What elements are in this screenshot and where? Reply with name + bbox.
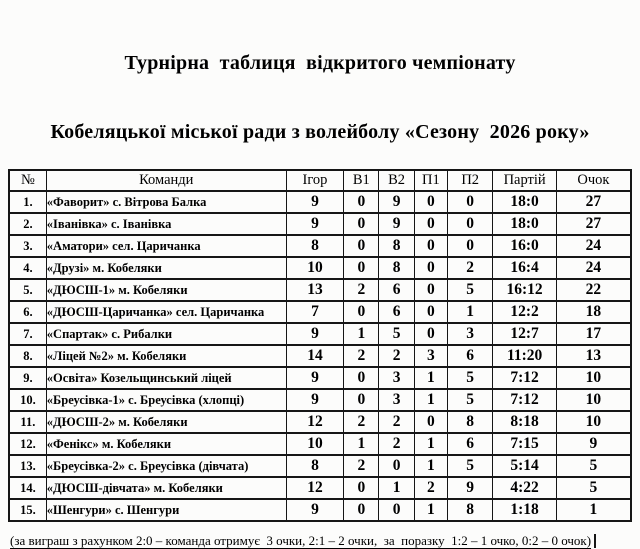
table-row: [9, 367, 631, 389]
w2-cell: 1: [379, 477, 414, 499]
title-line-1: Турнірна таблиця відкритого чемпіонату: [124, 52, 516, 74]
w2-cell: 8: [379, 235, 414, 257]
l2-cell: 5: [448, 279, 493, 301]
team-cell: «ДЮСШ-1» м. Кобеляки: [46, 279, 286, 301]
sets-cell: 7:15: [493, 433, 557, 455]
games-cell: 10: [286, 257, 343, 279]
points-cell: 10: [556, 389, 631, 411]
w2-cell: 9: [379, 213, 414, 235]
rank-cell: 9.: [9, 367, 46, 389]
w2-cell: 8: [379, 257, 414, 279]
table-row: [9, 389, 631, 411]
games-cell: 9: [286, 191, 343, 213]
rank-cell: 1.: [9, 191, 46, 213]
l1-cell: 0: [414, 323, 447, 345]
games-cell: 8: [286, 235, 343, 257]
col-header-points: Очок: [556, 170, 631, 191]
standings-table: [8, 169, 632, 522]
games-cell: 9: [286, 323, 343, 345]
l1-cell: 1: [414, 455, 447, 477]
sets-cell: 11:20: [493, 345, 557, 367]
w1-cell: 0: [344, 477, 379, 499]
w1-cell: 2: [344, 455, 379, 477]
w2-cell: 3: [379, 389, 414, 411]
w2-cell: 6: [379, 301, 414, 323]
games-cell: 9: [286, 389, 343, 411]
rank-cell: 14.: [9, 477, 46, 499]
team-cell: «Аматори» сел. Царичанка: [46, 235, 286, 257]
rank-cell: 2.: [9, 213, 46, 235]
points-cell: 22: [556, 279, 631, 301]
table-row: [9, 323, 631, 345]
table-row: [9, 279, 631, 301]
l1-cell: 0: [414, 279, 447, 301]
l2-cell: 5: [448, 367, 493, 389]
sets-cell: 12:2: [493, 301, 557, 323]
team-cell: «Освіта» Козельщинський ліцей: [46, 367, 286, 389]
l2-cell: 0: [448, 191, 493, 213]
col-header-w1: В1: [344, 170, 379, 191]
rank-cell: 4.: [9, 257, 46, 279]
rank-cell: 11.: [9, 411, 46, 433]
points-cell: 13: [556, 345, 631, 367]
w2-cell: 0: [379, 499, 414, 521]
team-cell: «Фенікс» м. Кобеляки: [46, 433, 286, 455]
team-cell: «ДЮСШ-Царичанка» сел. Царичанка: [46, 301, 286, 323]
w1-cell: 2: [344, 411, 379, 433]
sets-cell: 1:18: [493, 499, 557, 521]
col-header-l1: П1: [414, 170, 447, 191]
rank-cell: 7.: [9, 323, 46, 345]
l2-cell: 9: [448, 477, 493, 499]
table-row: [9, 235, 631, 257]
sets-cell: 18:0: [493, 191, 557, 213]
points-cell: 5: [556, 455, 631, 477]
team-cell: «Друзі» м. Кобеляки: [46, 257, 286, 279]
points-cell: 24: [556, 257, 631, 279]
l1-cell: 0: [414, 235, 447, 257]
l1-cell: 0: [414, 191, 447, 213]
games-cell: 9: [286, 499, 343, 521]
l2-cell: 8: [448, 411, 493, 433]
rank-cell: 8.: [9, 345, 46, 367]
col-header-games: Ігор: [286, 170, 343, 191]
rank-cell: 15.: [9, 499, 46, 521]
team-cell: «Ліцей №2» м. Кобеляки: [46, 345, 286, 367]
sets-cell: 7:12: [493, 367, 557, 389]
sets-cell: 16:4: [493, 257, 557, 279]
col-header-sets: Партій: [493, 170, 557, 191]
w1-cell: 0: [344, 301, 379, 323]
l2-cell: 0: [448, 213, 493, 235]
w2-cell: 2: [379, 345, 414, 367]
rank-cell: 3.: [9, 235, 46, 257]
table-row: [9, 191, 631, 213]
w1-cell: 0: [344, 257, 379, 279]
text-cursor: [594, 534, 596, 548]
w2-cell: 9: [379, 191, 414, 213]
l1-cell: 0: [414, 411, 447, 433]
points-cell: 17: [556, 323, 631, 345]
page-title: [0, 0, 640, 167]
sets-cell: 18:0: [493, 213, 557, 235]
team-cell: «Іванівка» с. Іванівка: [46, 213, 286, 235]
rank-cell: 5.: [9, 279, 46, 301]
team-cell: «ДЮСШ-2» м. Кобеляки: [46, 411, 286, 433]
col-header-teams: Команди: [46, 170, 286, 191]
games-cell: 9: [286, 367, 343, 389]
table-row: [9, 301, 631, 323]
w1-cell: 1: [344, 323, 379, 345]
l1-cell: 0: [414, 301, 447, 323]
games-cell: 12: [286, 411, 343, 433]
points-cell: 27: [556, 191, 631, 213]
w2-cell: 0: [379, 455, 414, 477]
l1-cell: 3: [414, 345, 447, 367]
games-cell: 14: [286, 345, 343, 367]
points-cell: 24: [556, 235, 631, 257]
table-row: [9, 433, 631, 455]
w2-cell: 2: [379, 411, 414, 433]
footnote-spellcheck-segment: отримує 3: [213, 533, 273, 548]
sets-cell: 16:12: [493, 279, 557, 301]
rank-cell: 12.: [9, 433, 46, 455]
table-row: [9, 455, 631, 477]
rank-cell: 6.: [9, 301, 46, 323]
w1-cell: 2: [344, 345, 379, 367]
l1-cell: 1: [414, 499, 447, 521]
games-cell: 10: [286, 433, 343, 455]
team-cell: «ДЮСШ-дівчата» м. Кобеляки: [46, 477, 286, 499]
w1-cell: 1: [344, 433, 379, 455]
points-cell: 1: [556, 499, 631, 521]
team-cell: «Спартак» с. Рибалки: [46, 323, 286, 345]
sets-cell: 4:22: [493, 477, 557, 499]
col-header-w2: В2: [379, 170, 414, 191]
points-cell: 18: [556, 301, 631, 323]
points-cell: 10: [556, 411, 631, 433]
footnote-text-end: очки, 2:1 – 2 очки, за поразку 1:2 – 1 очко, 0:2 – 0 очок): [272, 533, 592, 548]
w1-cell: 0: [344, 191, 379, 213]
team-cell: «Бреусівка-1» с. Бреусівка (хлопці): [46, 389, 286, 411]
l1-cell: 0: [414, 257, 447, 279]
l2-cell: 1: [448, 301, 493, 323]
games-cell: 9: [286, 213, 343, 235]
l1-cell: 1: [414, 367, 447, 389]
l1-cell: 2: [414, 477, 447, 499]
l1-cell: 1: [414, 389, 447, 411]
header-row: [9, 170, 631, 191]
w2-cell: 6: [379, 279, 414, 301]
l2-cell: 8: [448, 499, 493, 521]
w2-cell: 5: [379, 323, 414, 345]
team-cell: «Шенгури» с. Шенгури: [46, 499, 286, 521]
w1-cell: 0: [344, 213, 379, 235]
w1-cell: 0: [344, 499, 379, 521]
w1-cell: 0: [344, 235, 379, 257]
table-row: [9, 499, 631, 521]
games-cell: 13: [286, 279, 343, 301]
table-row: [9, 477, 631, 499]
sets-cell: 5:14: [493, 455, 557, 477]
l2-cell: 0: [448, 235, 493, 257]
sets-cell: 16:0: [493, 235, 557, 257]
table-row: [9, 213, 631, 235]
l2-cell: 2: [448, 257, 493, 279]
title-line-2: Кобеляцької міської ради з волейболу «Сезону 2026 року»: [50, 121, 590, 143]
scoring-footnote: [10, 533, 640, 549]
points-cell: 5: [556, 477, 631, 499]
w1-cell: 2: [344, 279, 379, 301]
team-cell: «Бреусівка-2» с. Бреусівка (дівчата): [46, 455, 286, 477]
games-cell: 12: [286, 477, 343, 499]
games-cell: 7: [286, 301, 343, 323]
l2-cell: 6: [448, 433, 493, 455]
sets-cell: 12:7: [493, 323, 557, 345]
l1-cell: 1: [414, 433, 447, 455]
w2-cell: 3: [379, 367, 414, 389]
team-cell: «Фаворит» с. Вітрова Балка: [46, 191, 286, 213]
w2-cell: 2: [379, 433, 414, 455]
standings-body: [9, 191, 631, 521]
l2-cell: 5: [448, 455, 493, 477]
w1-cell: 0: [344, 389, 379, 411]
rank-cell: 13.: [9, 455, 46, 477]
rank-cell: 10.: [9, 389, 46, 411]
col-header-l2: П2: [448, 170, 493, 191]
games-cell: 8: [286, 455, 343, 477]
points-cell: 10: [556, 367, 631, 389]
points-cell: 9: [556, 433, 631, 455]
l2-cell: 5: [448, 389, 493, 411]
l2-cell: 6: [448, 345, 493, 367]
table-row: [9, 257, 631, 279]
col-header-number: №: [9, 170, 46, 191]
sets-cell: 8:18: [493, 411, 557, 433]
table-row: [9, 411, 631, 433]
l1-cell: 0: [414, 213, 447, 235]
sets-cell: 7:12: [493, 389, 557, 411]
w1-cell: 0: [344, 367, 379, 389]
l2-cell: 3: [448, 323, 493, 345]
table-row: [9, 345, 631, 367]
footnote-text-start: (за виграш з рахунком 2:0 – команда: [10, 533, 214, 548]
points-cell: 27: [556, 213, 631, 235]
